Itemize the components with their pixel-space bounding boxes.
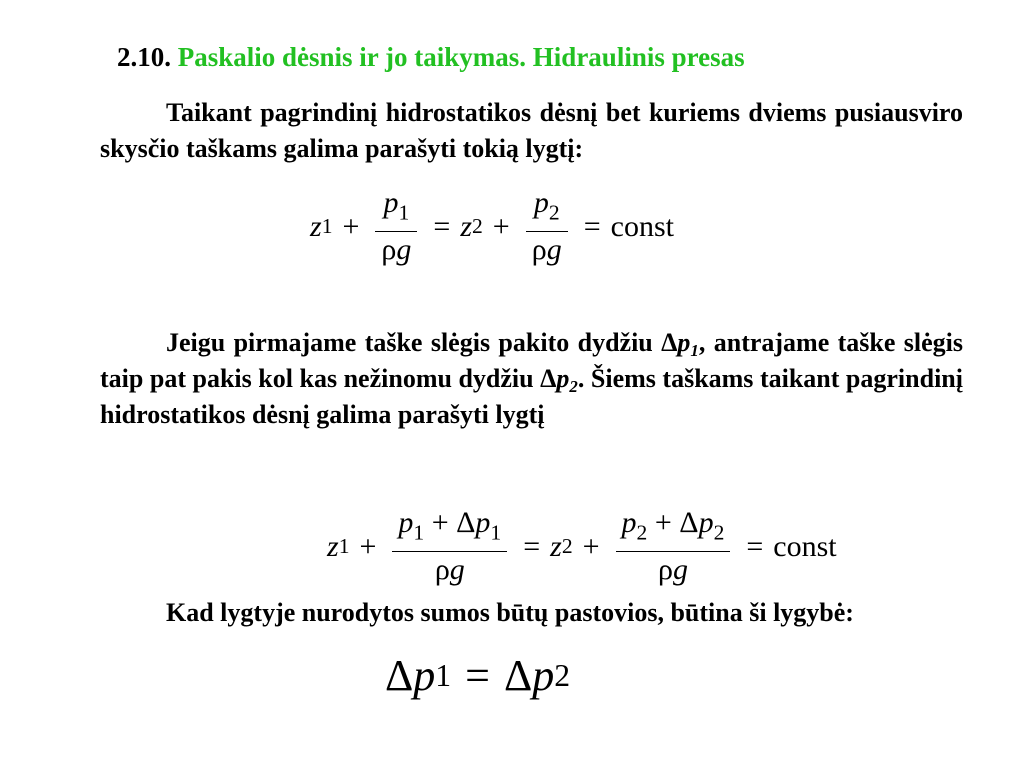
- paragraph-1: [100, 95, 963, 167]
- section-number: 2.10.: [117, 42, 171, 72]
- f2-delta-2: Δ: [679, 506, 699, 539]
- f2-g-1: g: [449, 553, 465, 587]
- f1-rho-2: ρ: [531, 233, 547, 267]
- f2-z2: z: [550, 529, 562, 563]
- f1-z2: z: [460, 209, 472, 243]
- f1-g-2: g: [546, 233, 562, 267]
- formula-3: [385, 650, 570, 701]
- f2-dp1-sub: 1: [490, 520, 502, 545]
- f2-dp2-sub: 2: [713, 520, 725, 545]
- f1-p1: p: [383, 186, 399, 219]
- f1-plus-1: +: [342, 209, 360, 243]
- f3-p1: p: [413, 651, 436, 700]
- paragraph-2-part-1: Jeigu pirmajame taške slėgis pakito dydžiu Δ: [166, 328, 678, 357]
- slide-title: [117, 42, 745, 73]
- f1-z1: z: [310, 209, 322, 243]
- f2-equals-2: =: [746, 529, 764, 563]
- paragraph-2-p2-sub: 2: [569, 377, 578, 397]
- f1-p1-sub: 1: [398, 200, 410, 225]
- paragraph-2-p1-sub: 1: [690, 341, 699, 361]
- f2-z2-sub: 2: [561, 534, 573, 559]
- f2-delta-1: Δ: [456, 506, 476, 539]
- paragraph-3: [100, 595, 963, 631]
- f2-equals-1: =: [523, 529, 541, 563]
- f2-num1-plus: +: [431, 506, 449, 539]
- f1-equals-1: =: [433, 209, 451, 243]
- f1-plus-2: +: [492, 209, 510, 243]
- f2-fraction-1: [392, 505, 507, 588]
- paragraph-1-text: Taikant pagrindinį hidrostatikos dėsnį bet kuriems dviems pusiausviro skysčio taškams galima parašyti tokią lygtį:: [100, 98, 963, 163]
- f2-rho-2: ρ: [657, 553, 673, 587]
- f3-p1-sub: 1: [435, 657, 452, 693]
- f2-p1-sub: 1: [413, 520, 425, 545]
- f2-rho-1: ρ: [434, 553, 450, 587]
- paragraph-2: [100, 325, 963, 433]
- f2-p1: p: [398, 506, 414, 539]
- f2-plus-1: +: [359, 529, 377, 563]
- paragraph-2-p1: p: [677, 328, 691, 357]
- formula-1: [310, 185, 674, 268]
- f3-p2: p: [532, 651, 555, 700]
- f3-equals: =: [465, 651, 490, 700]
- f1-const: const: [610, 209, 674, 243]
- f2-z1: z: [327, 529, 339, 563]
- paragraph-2-part-3: . Šiems taškams taikant pagrindinį hidrostatikos dėsnį galima parašyti lygtį: [100, 364, 963, 429]
- f1-z1-sub: 1: [321, 214, 333, 239]
- paragraph-3-text: Kad lygtyje nurodytos sumos būtų pastovios, būtina ši lygybė:: [166, 598, 854, 627]
- f2-num2-plus: +: [654, 506, 672, 539]
- f2-g-2: g: [672, 553, 688, 587]
- f2-const: const: [773, 529, 837, 563]
- f2-fraction-2: [616, 505, 731, 588]
- f1-rho-1: ρ: [381, 233, 397, 267]
- f1-fraction-1: [375, 185, 417, 268]
- paragraph-2-p2: p: [556, 364, 570, 393]
- section-title: Paskalio dėsnis ir jo taikymas. Hidraulinis presas: [177, 42, 745, 72]
- f1-fraction-2: [526, 185, 568, 268]
- f3-delta-2: Δ: [503, 651, 533, 700]
- paragraph-2-part-2: , antrajame taške slėgis taip pat pakis kol kas nežinomu dydžiu Δ: [100, 328, 963, 393]
- f2-p2: p: [621, 506, 637, 539]
- f2-dp1: p: [475, 506, 491, 539]
- f2-plus-2: +: [582, 529, 600, 563]
- f1-equals-2: =: [583, 209, 601, 243]
- f2-p2-sub: 2: [636, 520, 648, 545]
- f3-p2-sub: 2: [554, 657, 571, 693]
- f3-delta-1: Δ: [385, 651, 414, 700]
- f1-p2-sub: 2: [548, 200, 560, 225]
- f2-z1-sub: 1: [338, 534, 350, 559]
- f1-g-1: g: [396, 233, 412, 267]
- f2-dp2: p: [698, 506, 714, 539]
- formula-2: [327, 505, 837, 588]
- f1-z2-sub: 2: [472, 214, 483, 239]
- f1-p2: p: [533, 186, 549, 219]
